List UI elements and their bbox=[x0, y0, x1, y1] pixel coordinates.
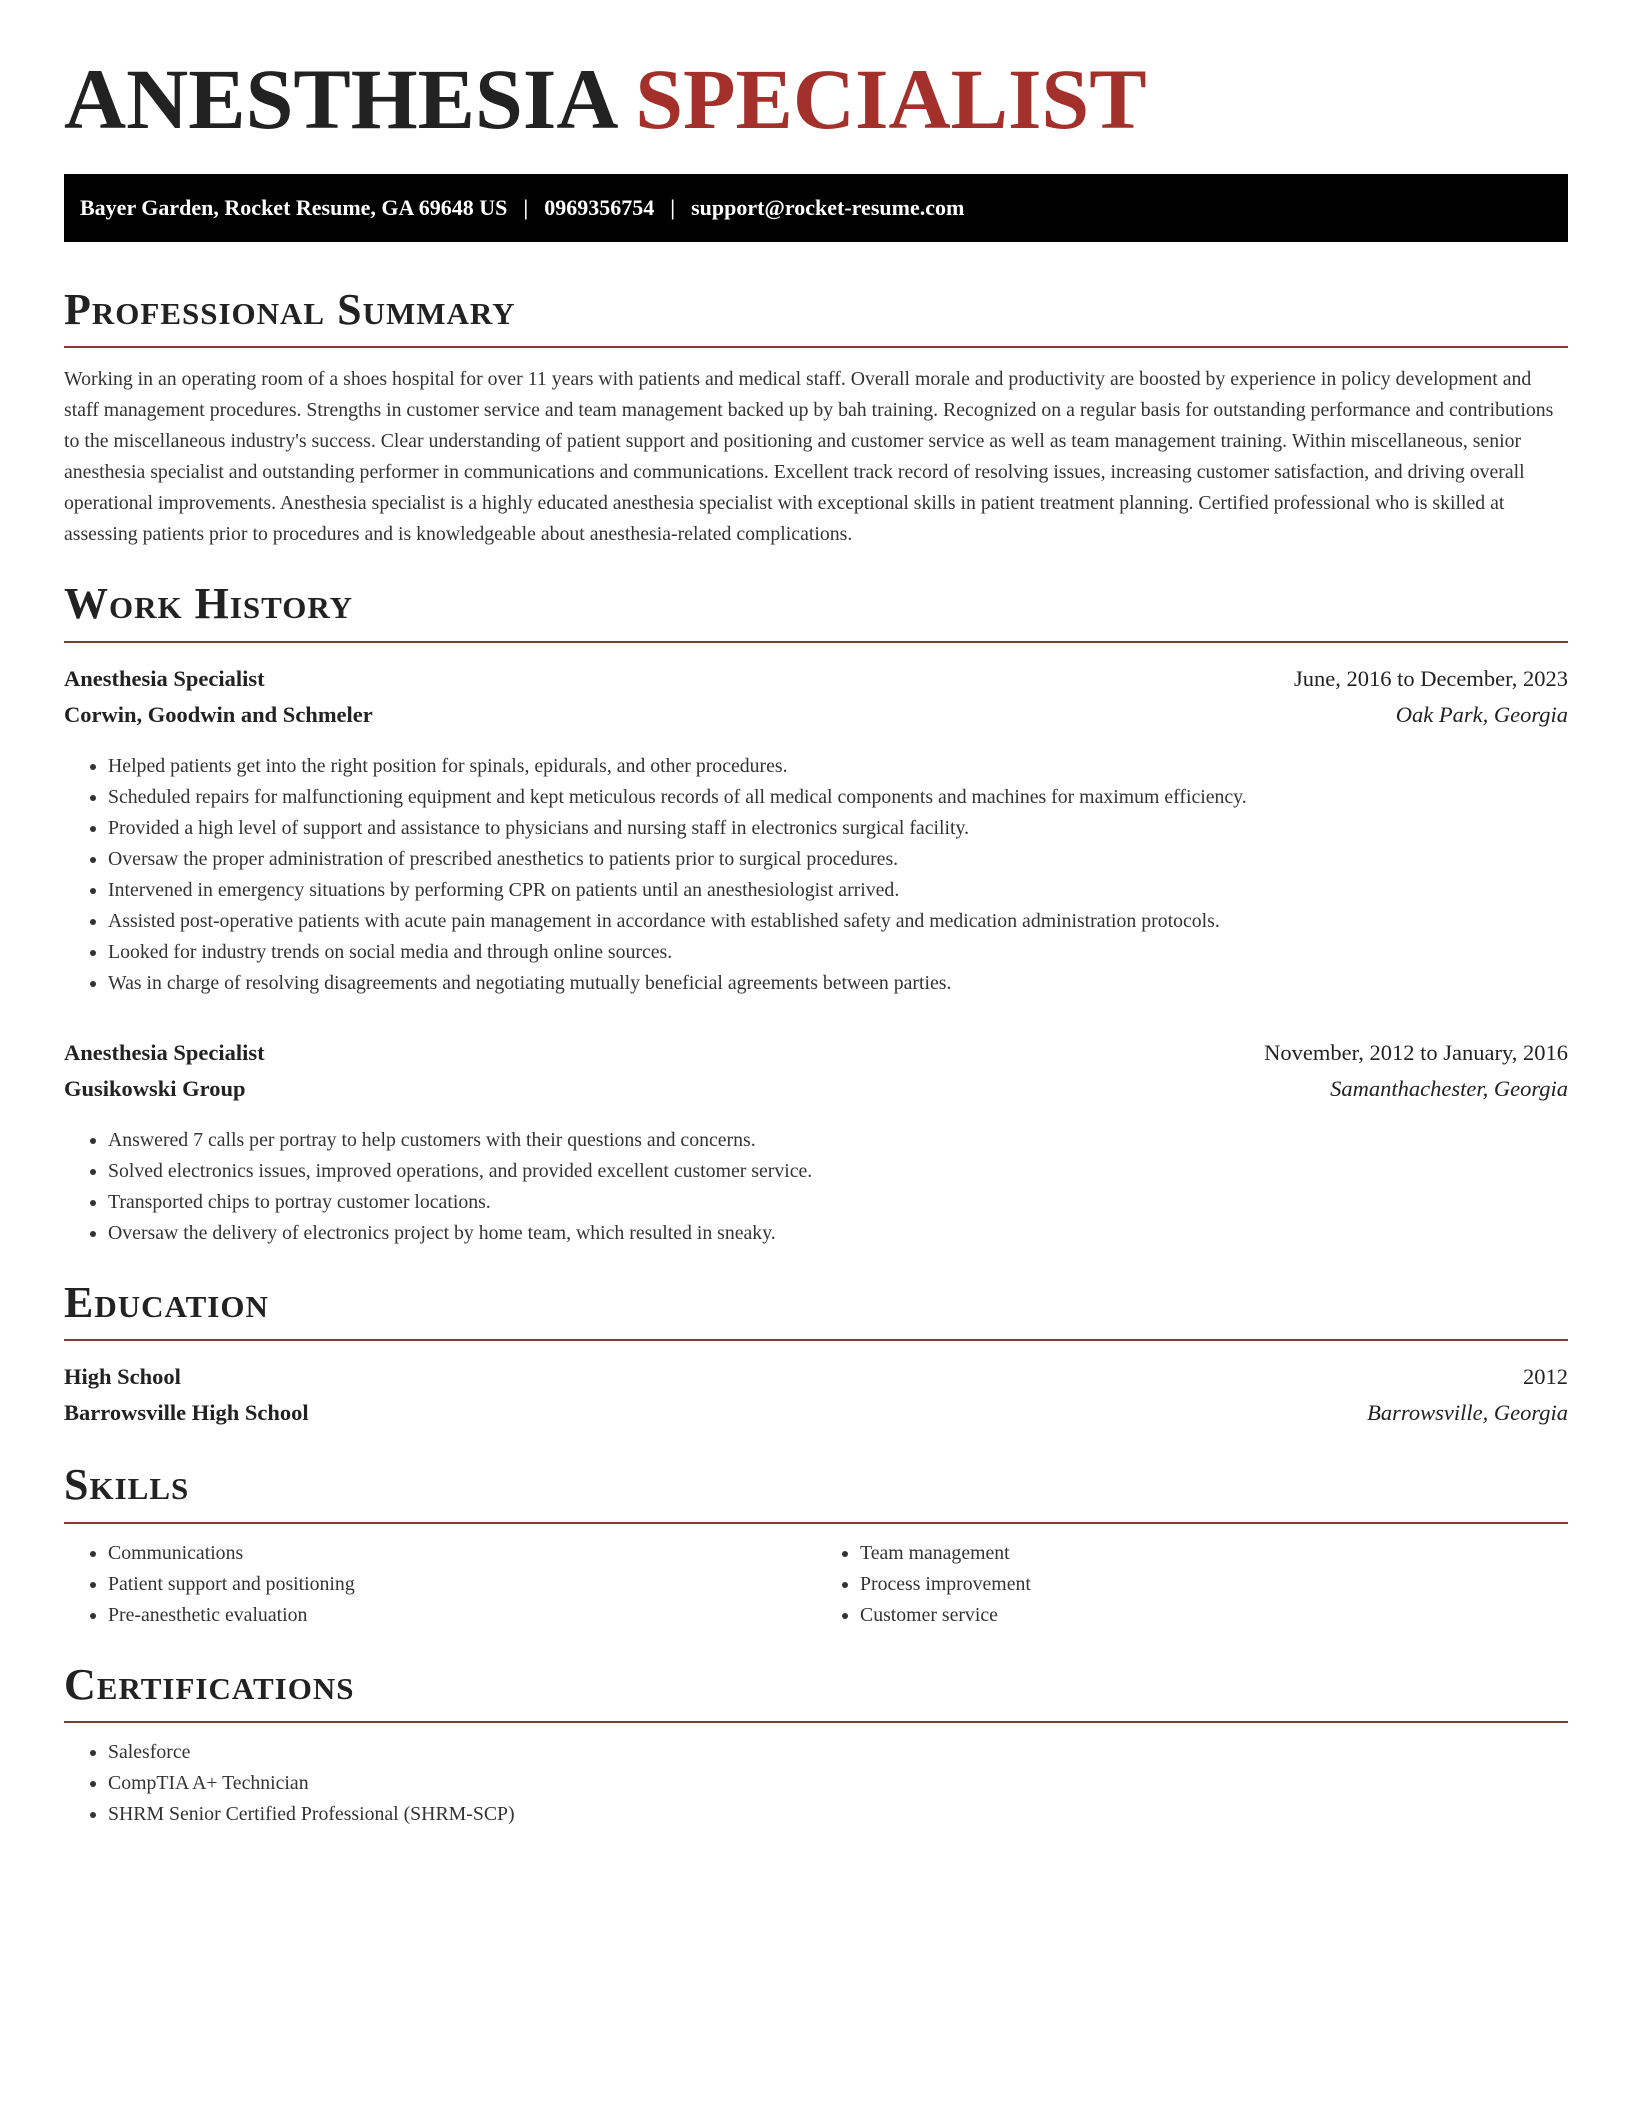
education-section bbox=[64, 1279, 1568, 1431]
job-position: Anesthesia Specialist bbox=[64, 1039, 265, 1065]
list-item: • Solved electronics issues, improved operations, and provided excellent customer service. bbox=[108, 1156, 1568, 1187]
skills-column bbox=[816, 1538, 1568, 1631]
section-title-skills: Skills bbox=[64, 1461, 1568, 1523]
list-item: • Patient support and positioning bbox=[108, 1569, 816, 1600]
list-item: • Salesforce bbox=[108, 1737, 1568, 1768]
job-dates: June, 2016 to December, 2023 bbox=[1293, 665, 1568, 691]
list-item: • Looked for industry trends on social media and through online sources. bbox=[108, 937, 1568, 968]
summary-section bbox=[64, 286, 1568, 550]
job-entry bbox=[64, 661, 1568, 999]
work-history-section bbox=[64, 580, 1568, 1248]
job-company: Corwin, Goodwin and Schmeler bbox=[64, 701, 373, 727]
list-item: • Provided a high level of support and assistance to physicians and nursing staff in electronics surgical facility. bbox=[108, 813, 1568, 844]
job-dates: November, 2012 to January, 2016 bbox=[1264, 1039, 1568, 1065]
education-location: Barrowsville, Georgia bbox=[1367, 1400, 1568, 1426]
skills-section bbox=[64, 1461, 1568, 1630]
job-entry bbox=[64, 1035, 1568, 1249]
name-last: SPECIALIST bbox=[635, 51, 1147, 147]
education-year: 2012 bbox=[1523, 1364, 1568, 1390]
education-school: Barrowsville High School bbox=[64, 1400, 309, 1426]
list-item: • Pre-anesthetic evaluation bbox=[108, 1600, 816, 1631]
job-company: Gusikowski Group bbox=[64, 1075, 246, 1101]
skills-grid bbox=[64, 1538, 1568, 1631]
list-item: • Oversaw the delivery of electronics project by home team, which resulted in sneaky. bbox=[108, 1218, 1568, 1249]
job-bullets bbox=[64, 1125, 1568, 1249]
contact-phone: 0969356754 bbox=[544, 195, 655, 220]
list-item: • Scheduled repairs for malfunctioning equipment and kept meticulous records of all medical components and machines for maximum efficiency. bbox=[108, 782, 1568, 813]
contact-separator: | bbox=[670, 195, 676, 220]
summary-text: Working in an operating room of a shoes hospital for over 11 years with patients and medical staff. Overall morale and productivity are boosted by experience in policy development and staff management procedures. Strengths in customer service and team management backed up by bah training. Recognized on a regular basis for outstanding performance and contributions to the miscellaneous industry's success. Clear understanding of patient support and positioning and customer service as well as team management training. Within miscellaneous, senior anesthesia specialist and outstanding performer in communications and communications. Excellent track record of resolving issues, increasing customer satisfaction, and driving overall operational improvements. Anesthesia specialist is a highly educated anesthesia specialist with exceptional skills in patient treatment planning. Certified professional who is skilled at assessing patients prior to procedures and is knowledgeable about anesthesia-related complications. bbox=[64, 368, 1554, 546]
education-degree: High School bbox=[64, 1364, 181, 1390]
job-bullets bbox=[64, 751, 1568, 999]
contact-email: support@rocket-resume.com bbox=[691, 195, 965, 220]
section-title-summary: Professional Summary bbox=[64, 286, 1568, 348]
resume-name bbox=[64, 51, 1568, 147]
contact-address: Bayer Garden, Rocket Resume, GA 69648 US bbox=[80, 195, 508, 220]
list-item: • Process improvement bbox=[860, 1569, 1568, 1600]
list-item: • Was in charge of resolving disagreements and negotiating mutually beneficial agreements between parties. bbox=[108, 968, 1568, 999]
skills-column bbox=[64, 1538, 816, 1631]
certifications-section bbox=[64, 1661, 1568, 1830]
list-item: • Assisted post-operative patients with acute pain management in accordance with established safety and medication administration protocols. bbox=[108, 906, 1568, 937]
list-item: • Customer service bbox=[860, 1600, 1568, 1631]
list-item: • Transported chips to portray customer locations. bbox=[108, 1187, 1568, 1218]
job-location: Oak Park, Georgia bbox=[1395, 701, 1568, 727]
contact-bar bbox=[64, 174, 1568, 242]
education-entry bbox=[64, 1359, 1568, 1431]
section-title-education: Education bbox=[64, 1279, 1568, 1341]
contact-separator: | bbox=[523, 195, 529, 220]
list-item: • Helped patients get into the right position for spinals, epidurals, and other procedures. bbox=[108, 751, 1568, 782]
list-item: • Oversaw the proper administration of prescribed anesthetics to patients prior to surgical procedures. bbox=[108, 844, 1568, 875]
section-title-work-history: Work History bbox=[64, 580, 1568, 642]
list-item: • Intervened in emergency situations by performing CPR on patients until an anesthesiologist arrived. bbox=[108, 875, 1568, 906]
section-title-certifications: Certifications bbox=[64, 1661, 1568, 1723]
list-item: • SHRM Senior Certified Professional (SHRM-SCP) bbox=[108, 1799, 1568, 1830]
list-item: • Communications bbox=[108, 1538, 816, 1569]
certifications-list bbox=[64, 1737, 1568, 1830]
name-first: ANESTHESIA bbox=[64, 51, 614, 147]
job-location: Samanthachester, Georgia bbox=[1330, 1075, 1568, 1101]
job-position: Anesthesia Specialist bbox=[64, 665, 265, 691]
list-item: • Answered 7 calls per portray to help customers with their questions and concerns. bbox=[108, 1125, 1568, 1156]
list-item: • Team management bbox=[860, 1538, 1568, 1569]
list-item: • CompTIA A+ Technician bbox=[108, 1768, 1568, 1799]
